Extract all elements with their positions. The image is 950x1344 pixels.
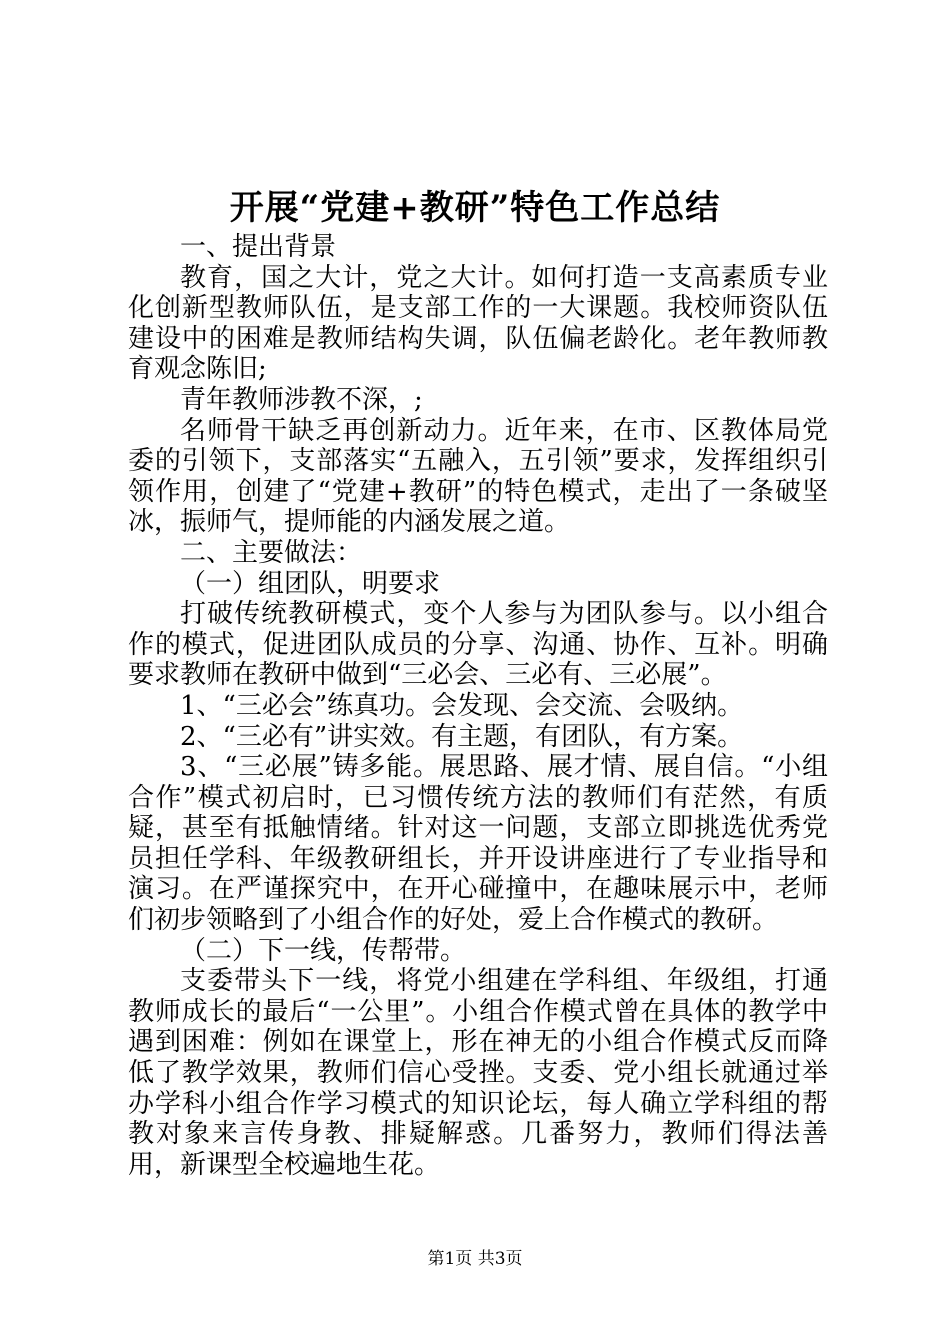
subsection-heading: （二）下一线，传帮带。 (180, 935, 467, 966)
paragraph: 教育，国之大计，党之大计。如何打造一支高素质专业化创新型教师队伍，是支部工作的一大课题。我校师资队伍建设中的困难是教师结构失调，队伍偏老龄化。老年教师教育观念陈旧; (128, 262, 828, 385)
paragraph: 名师骨干缺乏再创新动力。近年来，在市、区教体局党委的引领下，支部落实“五融入，五引领”要求，发挥组织引领作用，创建了“党建+教研”的特色模式，走出了一条破坚冰，振师气，提师能的内涵发展之道。 (128, 415, 828, 538)
paragraph: 青年教师涉教不深，; (180, 384, 423, 415)
document-body (128, 232, 828, 1180)
paragraph: 打破传统教研模式，变个人参与为团队参与。以小组合作的模式，促进团队成员的分享、沟通、协作、互补。明确要求教师在教研中做到“三必会、三必有、三必展”。 (128, 599, 828, 691)
section-heading: 一、提出背景 (180, 232, 337, 262)
section-heading: 二、主要做法： (180, 537, 363, 568)
list-item: 1、“三必会”练真功。会发现、会交流、会吸纳。 (180, 690, 744, 721)
document-title: 开展“党建+教研”特色工作总结 (229, 188, 721, 228)
page-number-footer: 第1页 共3页 (427, 1249, 523, 1269)
paragraph: 支委带头下一线，将党小组建在学科组、年级组，打通教师成长的最后“一公里”。小组合作模式曾在具体的教学中遇到困难：例如在课堂上，形在神无的小组合作模式反而降低了教学效果，教师们信心受挫。支委、党小组长就通过举办学科小组合作学习模式的知识论坛，每人确立学科组的帮教对象来言传身教、排疑解惑。几番努力，教师们得法善用，新课型全校遍地生花。 (128, 966, 828, 1180)
subsection-heading: （一）组团队，明要求 (180, 568, 441, 599)
list-item: 3、“三必展”铸多能。展思路、展才情、展自信。“小组合作”模式初启时，已习惯传统方法的教师们有茫然，有质疑，甚至有抵触情绪。针对这一问题，支部立即挑选优秀党员担任学科、年级教研组长，并开设讲座进行了专业指导和演习。在严谨探究中，在开心碰撞中，在趣味展示中，老师们初步领略到了小组合作的好处，爱上合作模式的教研。 (128, 752, 828, 936)
list-item: 2、“三必有”讲实效。有主题，有团队，有方案。 (180, 721, 744, 752)
